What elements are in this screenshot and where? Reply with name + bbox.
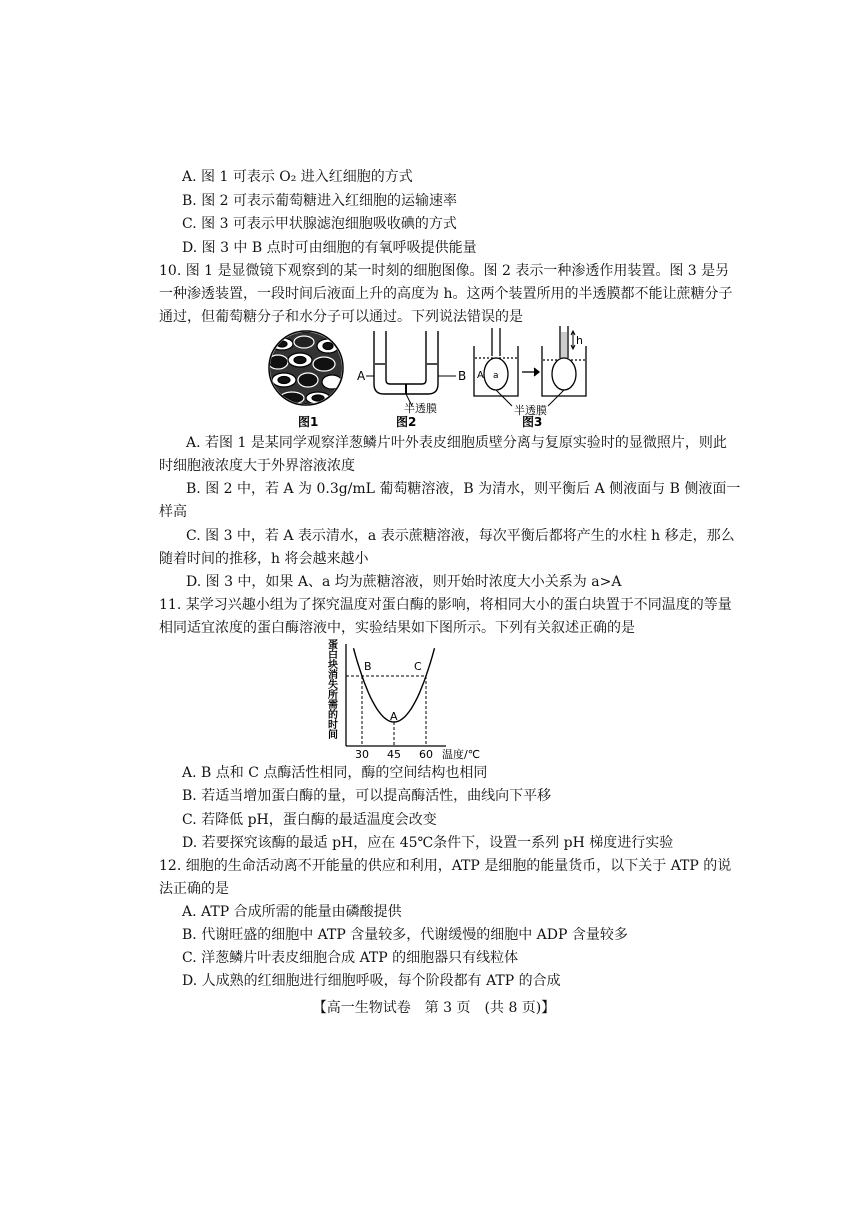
fig3-label-inner: a xyxy=(493,371,499,381)
q10-option-b-line-2: 样高 xyxy=(159,504,187,520)
q9-option-b: B. 图 2 可表示葡萄糖进入红细胞的运输速率 xyxy=(182,193,457,209)
q10-stem-line-2: 一种渗透装置，一段时间后液面上升的高度为 h。这两个装置所用的半透膜都不能让蔗糖分子 xyxy=(159,286,733,302)
chart-y-label-char: 块 xyxy=(328,660,338,671)
fig3-membrane-label: 半透膜 xyxy=(514,404,547,417)
chart-y-label-char: 失 xyxy=(328,680,338,691)
q11-stem-line-2: 相同适宜浓度的蛋白酶溶液中，实验结果如下图所示。下列有关叙述正确的是 xyxy=(159,620,635,636)
q11-option-a: A. B 点和 C 点酶活性相同，酶的空间结构也相同 xyxy=(182,765,488,781)
q11-option-b: B. 若适当增加蛋白酶的量，可以提高酶活性，曲线向下平移 xyxy=(182,788,552,804)
q12-option-d: D. 人成熟的红细胞进行细胞呼吸，每个阶段都有 ATP 的合成 xyxy=(182,973,561,989)
q9-option-d: D. 图 3 中 B 点时可由细胞的有氧呼吸提供能量 xyxy=(182,240,477,256)
q11-stem-line-1: 11. 某学习兴趣小组为了探究温度对蛋白酶的影响，将相同大小的蛋白块置于不同温度的等量 xyxy=(159,597,732,613)
chart-y-label-char: 蛋 xyxy=(328,640,338,651)
fig3-caption: 图3 xyxy=(522,415,543,429)
chart-y-label-char: 时 xyxy=(328,720,338,731)
fig2-label-b: B xyxy=(458,369,467,383)
chart-point-label-C: C xyxy=(414,660,422,673)
chart-y-label-char: 间 xyxy=(328,730,338,741)
q12-stem-line-2: 法正确的是 xyxy=(159,881,229,897)
q10-figure xyxy=(262,326,592,430)
q12-option-c: C. 洋葱鳞片叶表皮细胞合成 ATP 的细胞器只有线粒体 xyxy=(182,950,519,966)
q10-option-b-line-1: B. 图 2 中，若 A 为 0.3g/mL 葡萄糖溶液，B 为清水，则平衡后 A 侧液面与 B 侧液面一 xyxy=(186,481,741,497)
q9-option-c: C. 图 3 可表示甲状腺滤泡细胞吸收碘的方式 xyxy=(182,216,457,232)
page-footer: 【高一生物试卷 第 3 页 (共 8 页)】 xyxy=(312,1000,556,1016)
q11-temperature-chart xyxy=(322,634,492,764)
q10-stem-line-1: 10. 图 1 是显微镜下观察到的某一时刻的细胞图像。图 2 表示一种渗透作用装置。图 3 是另 xyxy=(159,263,730,279)
q9-option-a: A. 图 1 可表示 O₂ 进入红细胞的方式 xyxy=(182,169,413,185)
q11-option-d: D. 若要探究该酶的最适 pH，应在 45℃条件下，设置一系列 pH 梯度进行实验 xyxy=(182,835,674,851)
chart-point-label-A: A xyxy=(390,710,398,723)
q11-option-c: C. 若降低 pH，蛋白酶的最适温度会改变 xyxy=(182,812,437,828)
chart-x-axis-label: 温度/℃ xyxy=(442,748,481,761)
q10-option-c-line-1: C. 图 3 中，若 A 表示清水，a 表示蔗糖溶液，每次平衡后都将产生的水柱 h 移走，那么 xyxy=(186,528,735,544)
chart-x-tick-label: 60 xyxy=(419,748,433,761)
q12-option-a: A. ATP 合成所需的能量由磷酸提供 xyxy=(182,904,402,920)
fig1-microscope-view xyxy=(266,331,346,405)
fig2-label-a: A xyxy=(357,369,366,383)
chart-y-label-char: 消 xyxy=(328,670,338,681)
fig1-caption: 图1 xyxy=(298,415,319,429)
chart-point-label-B: B xyxy=(364,660,372,673)
chart-y-label-char: 的 xyxy=(328,710,338,721)
q12-option-b: B. 代谢旺盛的细胞中 ATP 含量较多，代谢缓慢的细胞中 ADP 含量较多 xyxy=(182,927,628,943)
q12-stem-line-1: 12. 细胞的生命活动离不开能量的供应和利用，ATP 是细胞的能量货币，以下关于 ATP 的说 xyxy=(159,858,732,874)
fig2-caption: 图2 xyxy=(396,415,417,429)
q10-option-c-line-2: 随着时间的推移，h 将会越来越小 xyxy=(159,551,369,567)
chart-y-label-char: 所 xyxy=(328,690,338,701)
q10-option-a-line-1: A. 若图 1 是某同学观察洋葱鳞片叶外表皮细胞质壁分离与复原实验时的显微照片，则此 xyxy=(186,435,727,451)
q10-option-d: D. 图 3 中，如果 A、a 均为蔗糖溶液，则开始时浓度大小关系为 a>A xyxy=(186,574,622,590)
fig2-membrane-label: 半透膜 xyxy=(404,402,437,415)
q10-option-a-line-2: 时细胞液浓度大于外界溶液浓度 xyxy=(159,458,355,474)
fig3-label-a: A xyxy=(477,370,484,381)
fig2-u-tube xyxy=(374,331,438,406)
chart-y-axis-label xyxy=(327,638,338,741)
chart-x-tick-label: 30 xyxy=(355,748,369,761)
fig3-label-h: h xyxy=(576,334,583,347)
chart-x-tick-label: 45 xyxy=(387,748,401,761)
q10-stem-line-3: 通过，但葡萄糖分子和水分子可以通过。下列说法错误的是 xyxy=(159,309,523,325)
chart-y-label-char: 白 xyxy=(328,650,338,661)
fig3-osmosis-beakers xyxy=(474,326,586,406)
chart-y-label-char: 需 xyxy=(328,700,338,711)
